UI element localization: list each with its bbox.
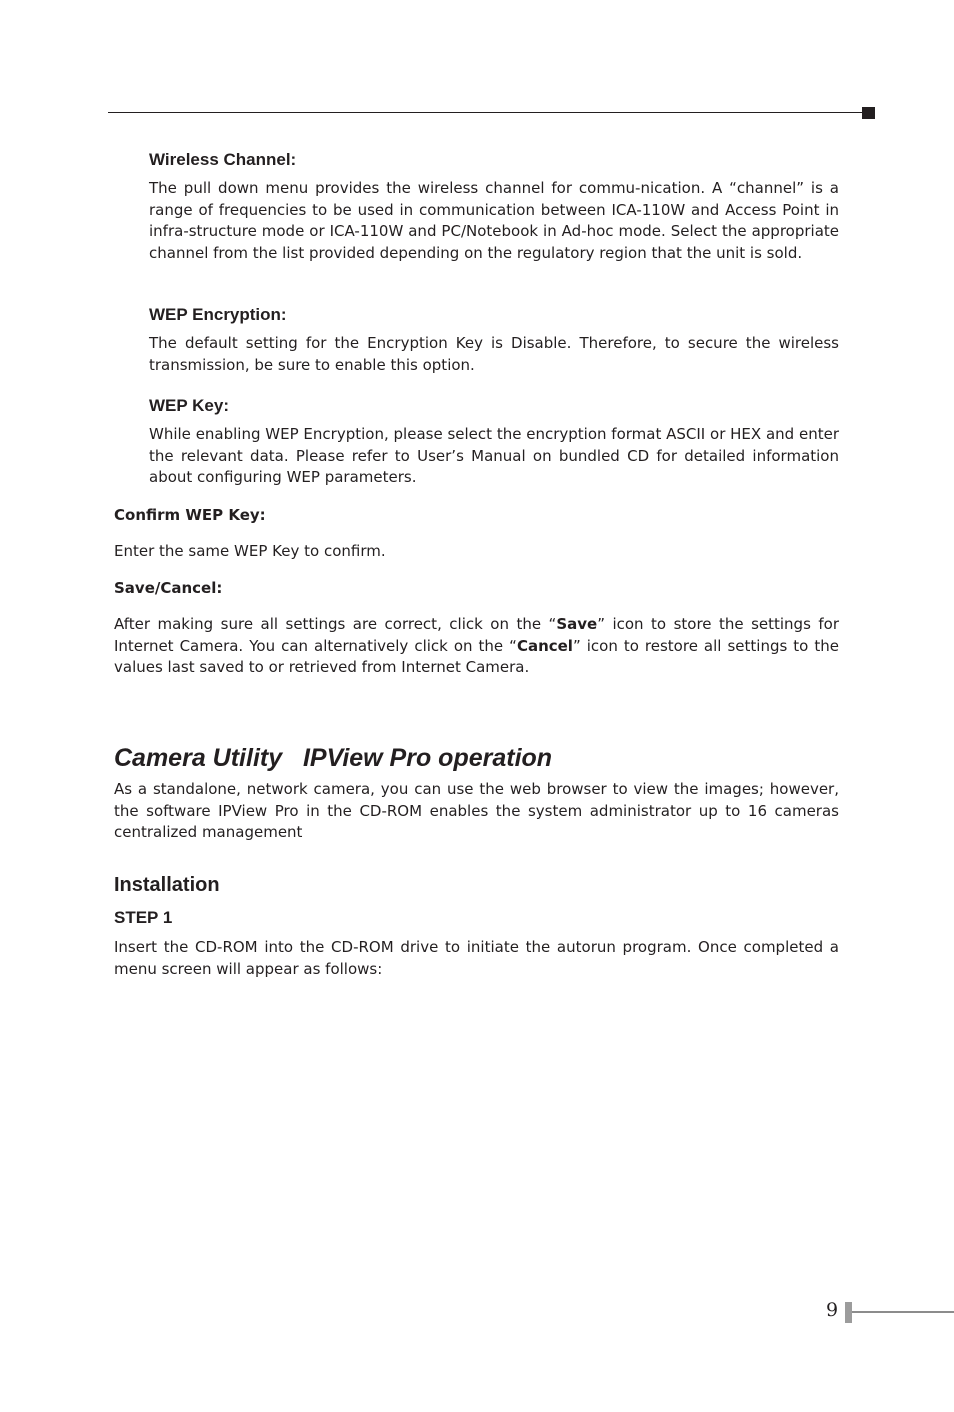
save-cancel-text [114, 614, 839, 679]
camera-utility-text: As a standalone, network camera, you can use the web browser to view the images; however, the software IPView Pro in the CD-ROM enables the system administrator up to 16 cameras centralized management [114, 780, 839, 842]
installation-heading: Installation [114, 874, 220, 896]
wep-key-heading: WEP Key: [149, 396, 229, 415]
header-rule [108, 112, 864, 113]
page-number: 9 [826, 1299, 839, 1321]
save-cancel-heading: Save/Cancel: [114, 579, 223, 597]
wep-key-text: While enabling WEP Encryption, please select the encryption format ASCII or HEX and enter the relevant data. Please refer to User’s Manual on bundled CD for detailed information about configuring WEP parameters. [149, 425, 839, 487]
wep-encryption-heading: WEP Encryption: [149, 305, 287, 324]
wep-encryption-text: The default setting for the Encryption Key is Disable. Therefore, to secure the wireless transmission, be sure to enable this option. [149, 334, 839, 374]
confirm-wep-key-heading: Confirm WEP Key: [114, 506, 266, 524]
save-icon-reference: Save [556, 615, 598, 633]
wireless-channel-text: The pull down menu provides the wireless channel for commu-nication. A “channel” is a range of frequencies to be used in communication between ICA-110W and Access Point in infra-structure mode or ICA-110W and PC/Notebook in Ad-hoc mode. Select the appropriate channel from the list provided depending on the regulatory region that the unit is sold. [149, 179, 839, 262]
wireless-channel-heading: Wireless Channel: [149, 150, 297, 169]
cancel-icon-reference: Cancel [516, 636, 573, 655]
header-marker-square [862, 107, 875, 119]
save-cancel-text-part2: ” icon to store the settings for Internet Camera. You can alternatively click on the “ [114, 615, 839, 655]
confirm-wep-key-text: Enter the same WEP Key to confirm. [114, 542, 386, 560]
step-1-text: Insert the CD-ROM into the CD-ROM drive to initiate the autorun program. Once completed a menu screen will appear as follows: [114, 938, 839, 978]
step-1-heading: STEP 1 [114, 908, 173, 927]
camera-utility-title: Camera Utility IPView Pro operation [114, 744, 553, 772]
save-cancel-text-part1: After making sure all settings are correct, click on the “ [114, 615, 557, 633]
save-cancel-text-part3: ” icon to restore all settings to the values last saved to or retrieved from Internet Camera. [114, 636, 839, 677]
footer-marker-bar [845, 1302, 852, 1323]
footer-rule [852, 1311, 954, 1313]
